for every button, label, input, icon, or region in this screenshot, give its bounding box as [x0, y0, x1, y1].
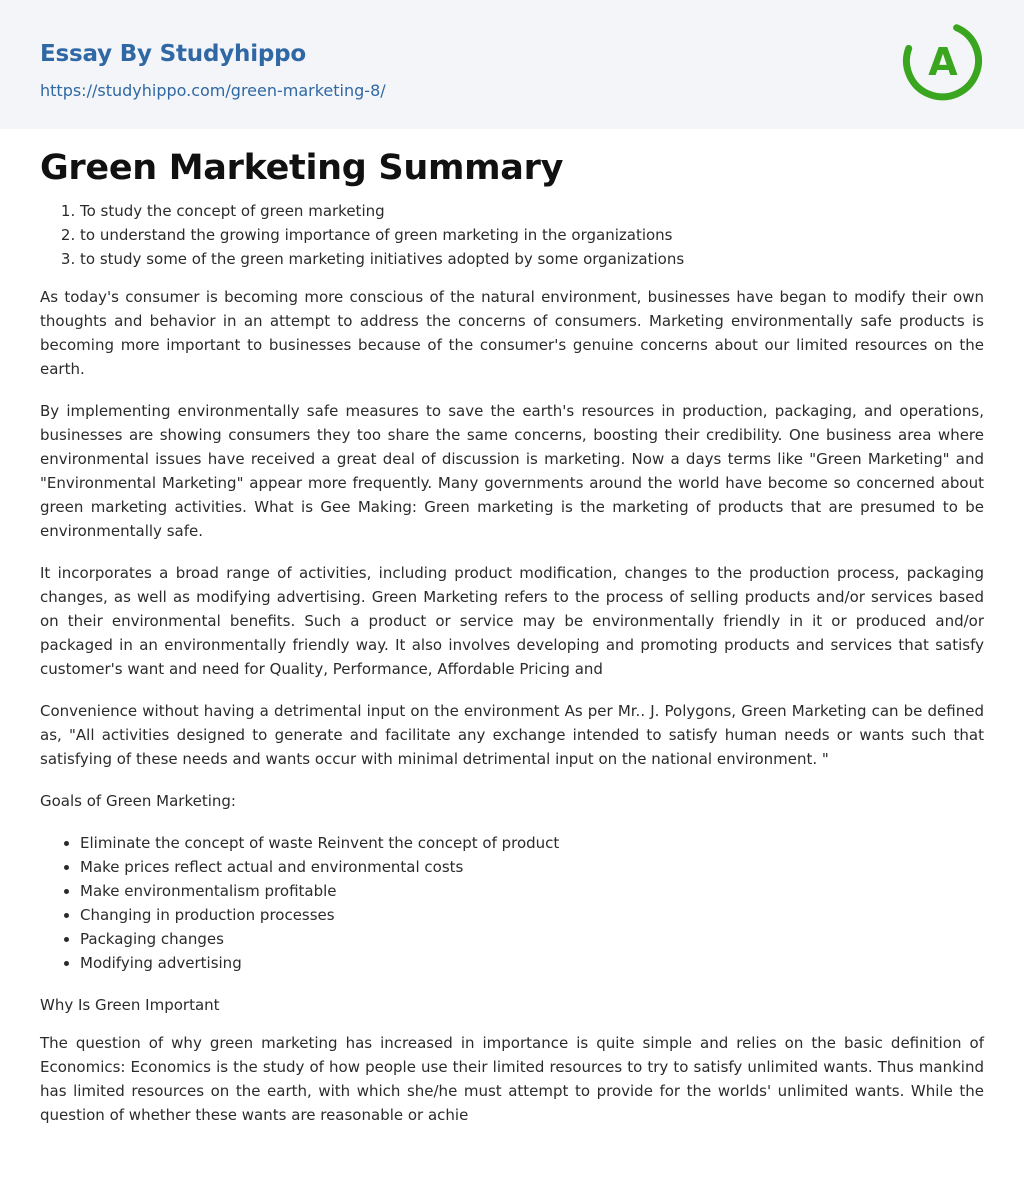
brand-title[interactable]: Essay By Studyhippo: [40, 41, 307, 67]
paragraph: The question of why green marketing has increased in importance is quite simple and relies on the basic definition of Economics: Economics is the study of how people use their limited resources to try to satisfy unlimited wants. Thus mankind has limited resources on the earth, with which she/he must attempt to provide for the worlds' unlimited wants. While the question of whether these wants are reasonable or achie: [40, 1034, 984, 1124]
paragraph: As today's consumer is becoming more conscious of the natural environment, businesses have began to modify their own thoughts and behavior in an attempt to address the concerns of consumers. Marketing environmentally safe products is becoming more important to businesses because of the consumer's genuine concerns about our limited resources on the earth.: [40, 288, 984, 378]
goals-heading: Goals of Green Marketing:: [40, 792, 236, 810]
essay-content: [0, 129, 1024, 1127]
list-item: • Modifying advertising: [80, 951, 984, 975]
list-item: 3. to study some of the green marketing initiatives adopted by some organizations: [80, 247, 984, 271]
list-item: • Make prices reflect actual and environmental costs: [80, 855, 984, 879]
paragraph: It incorporates a broad range of activities, including product modification, changes to the production process, packaging changes, as well as modifying advertising. Green Marketing refers to the process of selling products and/or services based on their environmental benefits. Such a product or service may be environmentally friendly in it or produced and/or packaged in an environmentally friendly way. It also involves developing and promoting products and services that satisfy customer's want and need for Quality, Performance, Affordable Pricing and: [40, 564, 984, 678]
logo-letter: A: [928, 40, 958, 84]
list-item: • Eliminate the concept of waste Reinvent the concept of product: [80, 831, 984, 855]
studyhippo-logo[interactable]: [900, 19, 986, 105]
goals-list: [40, 831, 984, 975]
site-header: [0, 0, 1024, 129]
why-heading: Why Is Green Important: [40, 996, 220, 1014]
objectives-list: [40, 199, 984, 271]
logo-icon: [900, 19, 986, 105]
paragraph: By implementing environmentally safe measures to save the earth's resources in production, packaging, and operations, businesses are showing consumers they too share the same concerns, boosting their credibility. One business area where environmental issues have received a great deal of discussion is marketing. Now a days terms like "Green Marketing" and "Environmental Marketing" appear more frequently. Many governments around the world have become so concerned about green marketing activities. What is Gee Making: Green marketing is the marketing of products that are presumed to be environmentally safe.: [40, 402, 984, 540]
list-item: 2. to understand the growing importance of green marketing in the organizations: [80, 223, 984, 247]
list-item: • Make environmentalism profitable: [80, 879, 984, 903]
list-item: • Changing in production processes: [80, 903, 984, 927]
list-item: • Packaging changes: [80, 927, 984, 951]
page-title: Green Marketing Summary: [40, 148, 564, 188]
list-item: 1. To study the concept of green marketing: [80, 199, 984, 223]
page-url-link[interactable]: https://studyhippo.com/green-marketing-8/: [40, 81, 386, 100]
paragraph: Convenience without having a detrimental input on the environment As per Mr.. J. Polygons, Green Marketing can be defined as, "All activities designed to generate and facilitate any exchange intended to satisfy human needs or wants such that satisfying of these needs and wants occur with minimal detrimental input on the national environment. ": [40, 702, 984, 768]
